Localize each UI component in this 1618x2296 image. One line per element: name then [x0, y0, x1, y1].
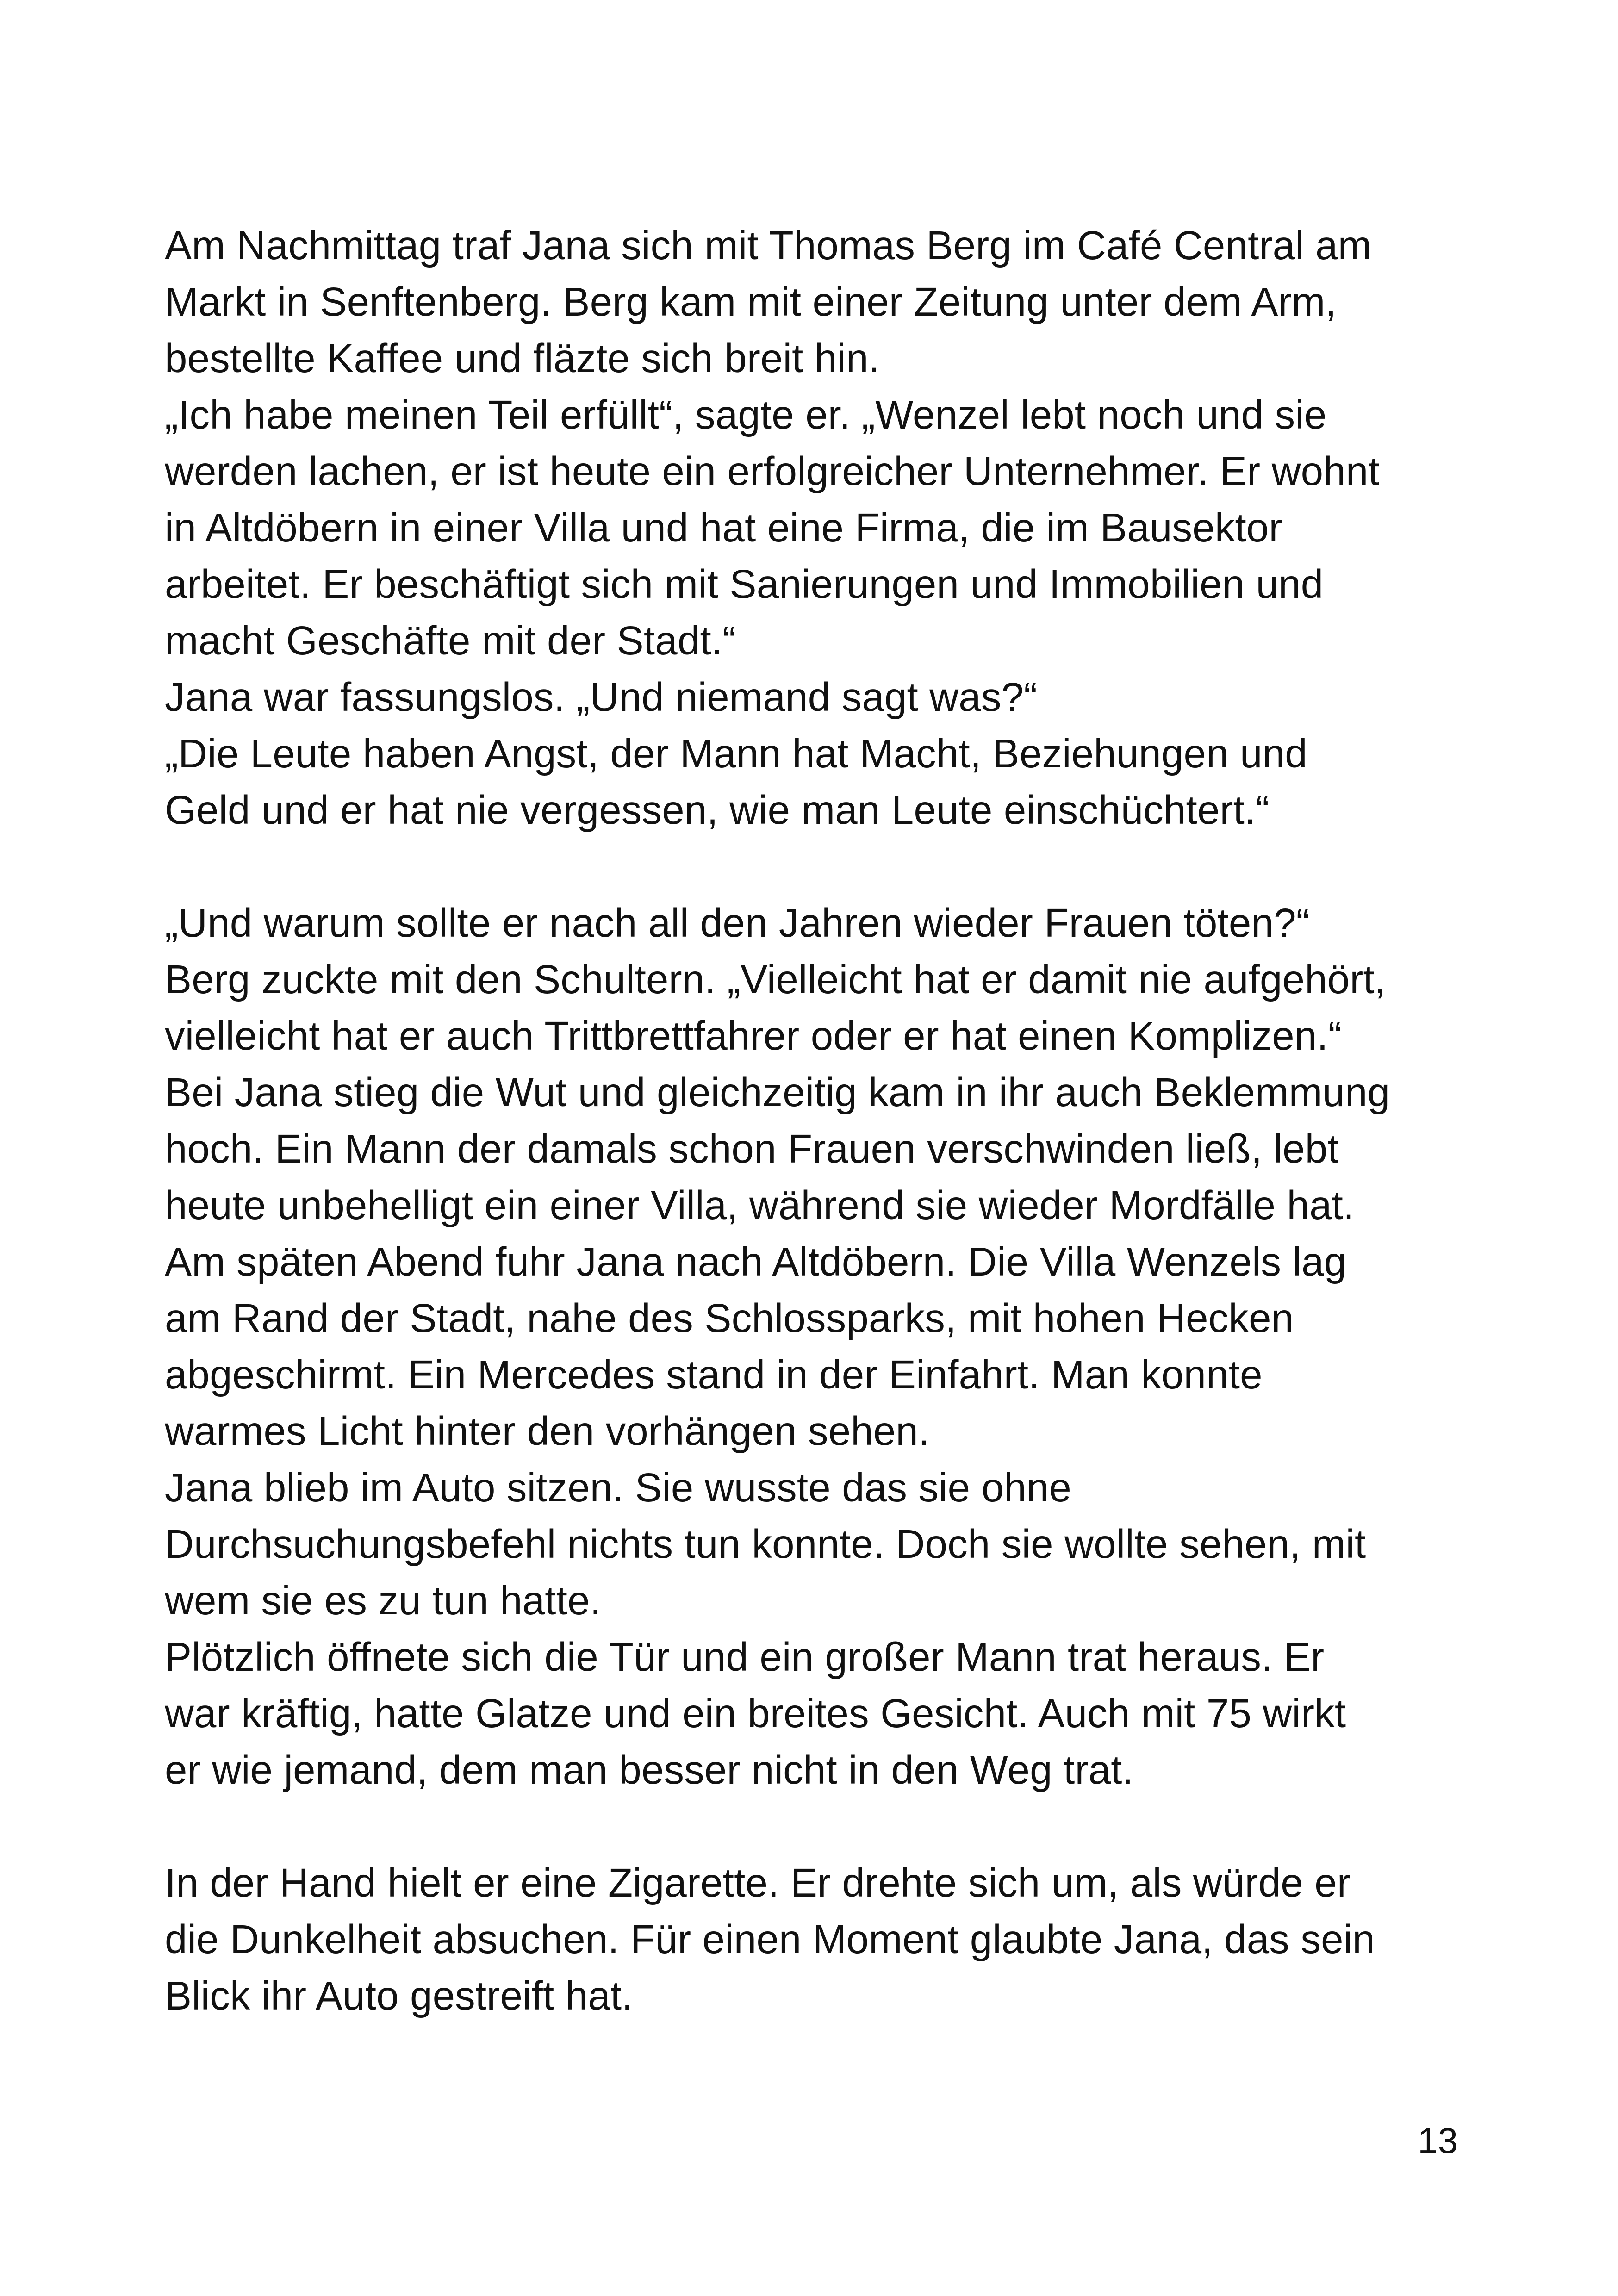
- text-line: Am Nachmittag traf Jana sich mit Thomas Berg im Café Central am: [165, 223, 1372, 268]
- text-line: Markt in Senftenberg. Berg kam mit einer Zeitung unter dem Arm,: [165, 280, 1337, 324]
- text-line: „Ich habe meinen Teil erfüllt“, sagte er. „Wenzel lebt noch und sie: [165, 392, 1327, 437]
- text-line: vielleicht hat er auch Trittbrettfahrer oder er hat einen Komplizen.“: [165, 1014, 1342, 1058]
- text-line: „Die Leute haben Angst, der Mann hat Macht, Beziehungen und: [165, 731, 1307, 776]
- text-line: Jana blieb im Auto sitzen. Sie wusste das sie ohne: [165, 1465, 1071, 1510]
- text-line: „Und warum sollte er nach all den Jahren wieder Frauen töten?“: [165, 901, 1310, 946]
- text-line: Blick ihr Auto gestreift hat.: [165, 1973, 633, 2018]
- text-line: er wie jemand, dem man besser nicht in den Weg trat.: [165, 1748, 1133, 1792]
- text-line: Bei Jana stieg die Wut und gleichzeitig kam in ihr auch Beklemmung: [165, 1070, 1390, 1115]
- text-line: am Rand der Stadt, nahe des Schlossparks, mit hohen Hecken: [165, 1296, 1294, 1341]
- text-line: In der Hand hielt er eine Zigarette. Er drehte sich um, als würde er: [165, 1860, 1351, 1905]
- text-line: Durchsuchungsbefehl nichts tun konnte. Doch sie wollte sehen, mit: [165, 1522, 1366, 1567]
- text-line: macht Geschäfte mit der Stadt.“: [165, 618, 736, 663]
- paragraph-gap: [165, 1798, 1488, 1855]
- text-line: war kräftig, hatte Glatze und ein breites Gesicht. Auch mit 75 wirkt: [165, 1691, 1346, 1736]
- text-line: heute unbehelligt ein einer Villa, während sie wieder Mordfälle hat.: [165, 1183, 1355, 1228]
- text-line: hoch. Ein Mann der damals schon Frauen verschwinden ließ, lebt: [165, 1126, 1339, 1171]
- paragraph-gap: [165, 839, 1488, 895]
- text-line: Jana war fassungslos. „Und niemand sagt was?“: [165, 675, 1038, 720]
- page-number: 13: [1418, 2120, 1458, 2161]
- text-line: Am späten Abend fuhr Jana nach Altdöbern. Die Villa Wenzels lag: [165, 1239, 1347, 1284]
- text-line: warmes Licht hinter den vorhängen sehen.: [165, 1409, 930, 1454]
- text-line: Berg zuckte mit den Schultern. „Vielleicht hat er damit nie aufgehört,: [165, 957, 1386, 1002]
- text-line: abgeschirmt. Ein Mercedes stand in der Einfahrt. Man konnte: [165, 1352, 1263, 1397]
- text-line: wem sie es zu tun hatte.: [165, 1578, 601, 1623]
- text-line: arbeitet. Er beschäftigt sich mit Sanierungen und Immobilien und: [165, 562, 1324, 607]
- text-line: Geld und er hat nie vergessen, wie man Leute einschüchtert.“: [165, 788, 1270, 833]
- text-line: die Dunkelheit absuchen. Für einen Moment glaubte Jana, das sein: [165, 1917, 1375, 1962]
- text-line: in Altdöbern in einer Villa und hat eine Firma, die im Bausektor: [165, 505, 1282, 550]
- text-line: werden lachen, er ist heute ein erfolgreicher Unternehmer. Er wohnt: [165, 449, 1380, 494]
- text-line: Plötzlich öffnete sich die Tür und ein großer Mann trat heraus. Er: [165, 1635, 1325, 1680]
- page-body-text: [165, 218, 1488, 2024]
- text-line: bestellte Kaffee und fläzte sich breit hin.: [165, 336, 880, 381]
